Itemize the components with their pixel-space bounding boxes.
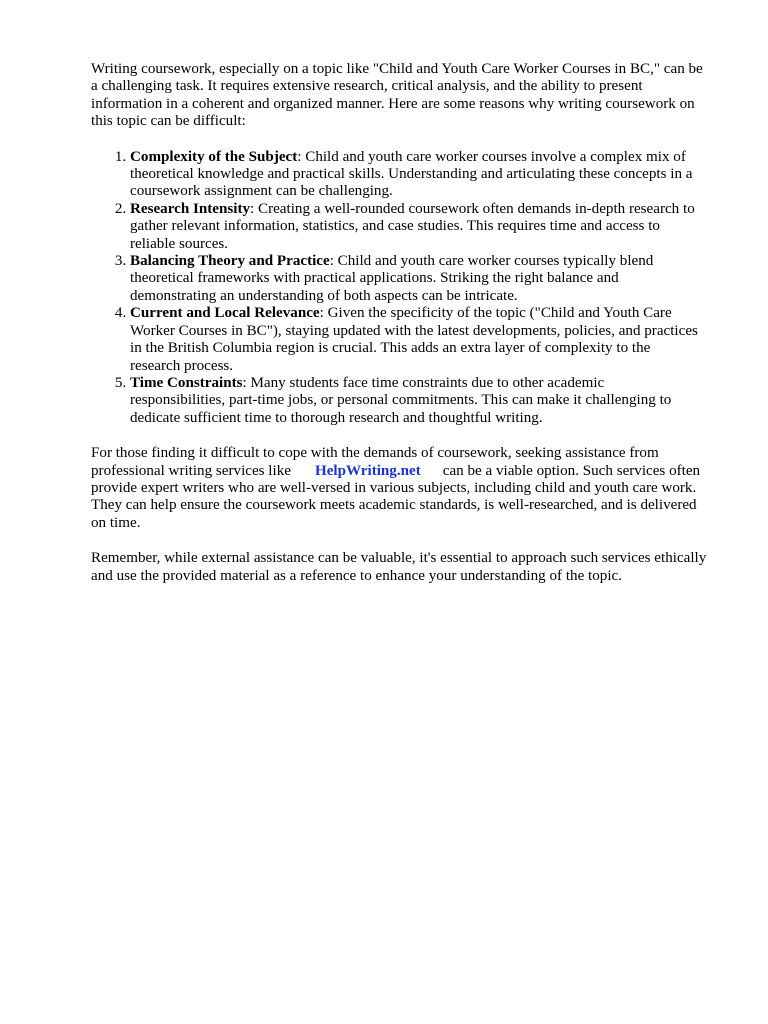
list-item-complexity — [130, 149, 731, 201]
reasons-list — [91, 149, 731, 428]
list-item-text: : Creating a well-rounded coursework often demands in-depth research to gather relevant information, statistics, and case studies. This requires time and access to reliable sources. — [130, 200, 695, 252]
helpwriting-link[interactable]: HelpWriting.net — [314, 462, 421, 479]
document-page — [91, 61, 731, 603]
closing-paragraph: Remember, while external assistance can be valuable, it's essential to approach such services ethically and use the provided material as a reference to enhance your understanding of the topic. — [91, 550, 707, 584]
assistance-text-before: For those finding it difficult to cope with the demands of coursework, seeking assistance from professional writing services like — [91, 445, 659, 479]
assistance-paragraph — [91, 445, 731, 532]
list-item-term: Time Constraints — [130, 374, 243, 391]
list-item-time — [130, 375, 731, 427]
list-item-term: Research Intensity — [130, 200, 251, 217]
list-item-text: : Many students face time constraints due to other academic responsibilities, part-time jobs, or personal commitments. This can make it challenging to dedicate sufficient time to thorough research and thoughtful writing. — [130, 374, 672, 426]
intro-paragraph: Writing coursework, especially on a topic like "Child and Youth Care Worker Courses in BC," can be a challenging task. It requires extensive research, critical analysis, and the ability to present information in a coherent and organized manner. Here are some reasons why writing coursework on this topic can be difficult: — [91, 61, 703, 130]
list-item-research — [130, 201, 731, 253]
list-item-term: Balancing Theory and Practice — [130, 253, 330, 270]
list-item-text: : Given the specificity of the topic ("Child and Youth Care Worker Courses in BC"), staying updated with the latest developments, policies, and practices in the British Columbia region is crucial. This adds an extra layer of complexity to the research process. — [130, 305, 698, 374]
assistance-text-after: can be a viable option. Such services often provide expert writers who are well-versed in various subjects, including child and youth care work. They can help ensure the coursework meets academic standards, is well-researched, and is delivered on time. — [91, 462, 701, 531]
list-item-text: : Child and youth care worker courses involve a complex mix of theoretical knowledge and practical skills. Understanding and articulating these concepts in a coursework assignment can be challenging. — [130, 148, 693, 200]
list-item-text: : Child and youth care worker courses typically blend theoretical frameworks with practical applications. Striking the right balance and demonstrating an understanding of both aspects can be intricate. — [130, 253, 654, 304]
list-item-balancing — [130, 253, 731, 305]
list-item-term: Current and Local Relevance — [130, 305, 320, 322]
list-item-term: Complexity of the Subject — [130, 148, 298, 165]
list-item-relevance — [130, 305, 731, 375]
